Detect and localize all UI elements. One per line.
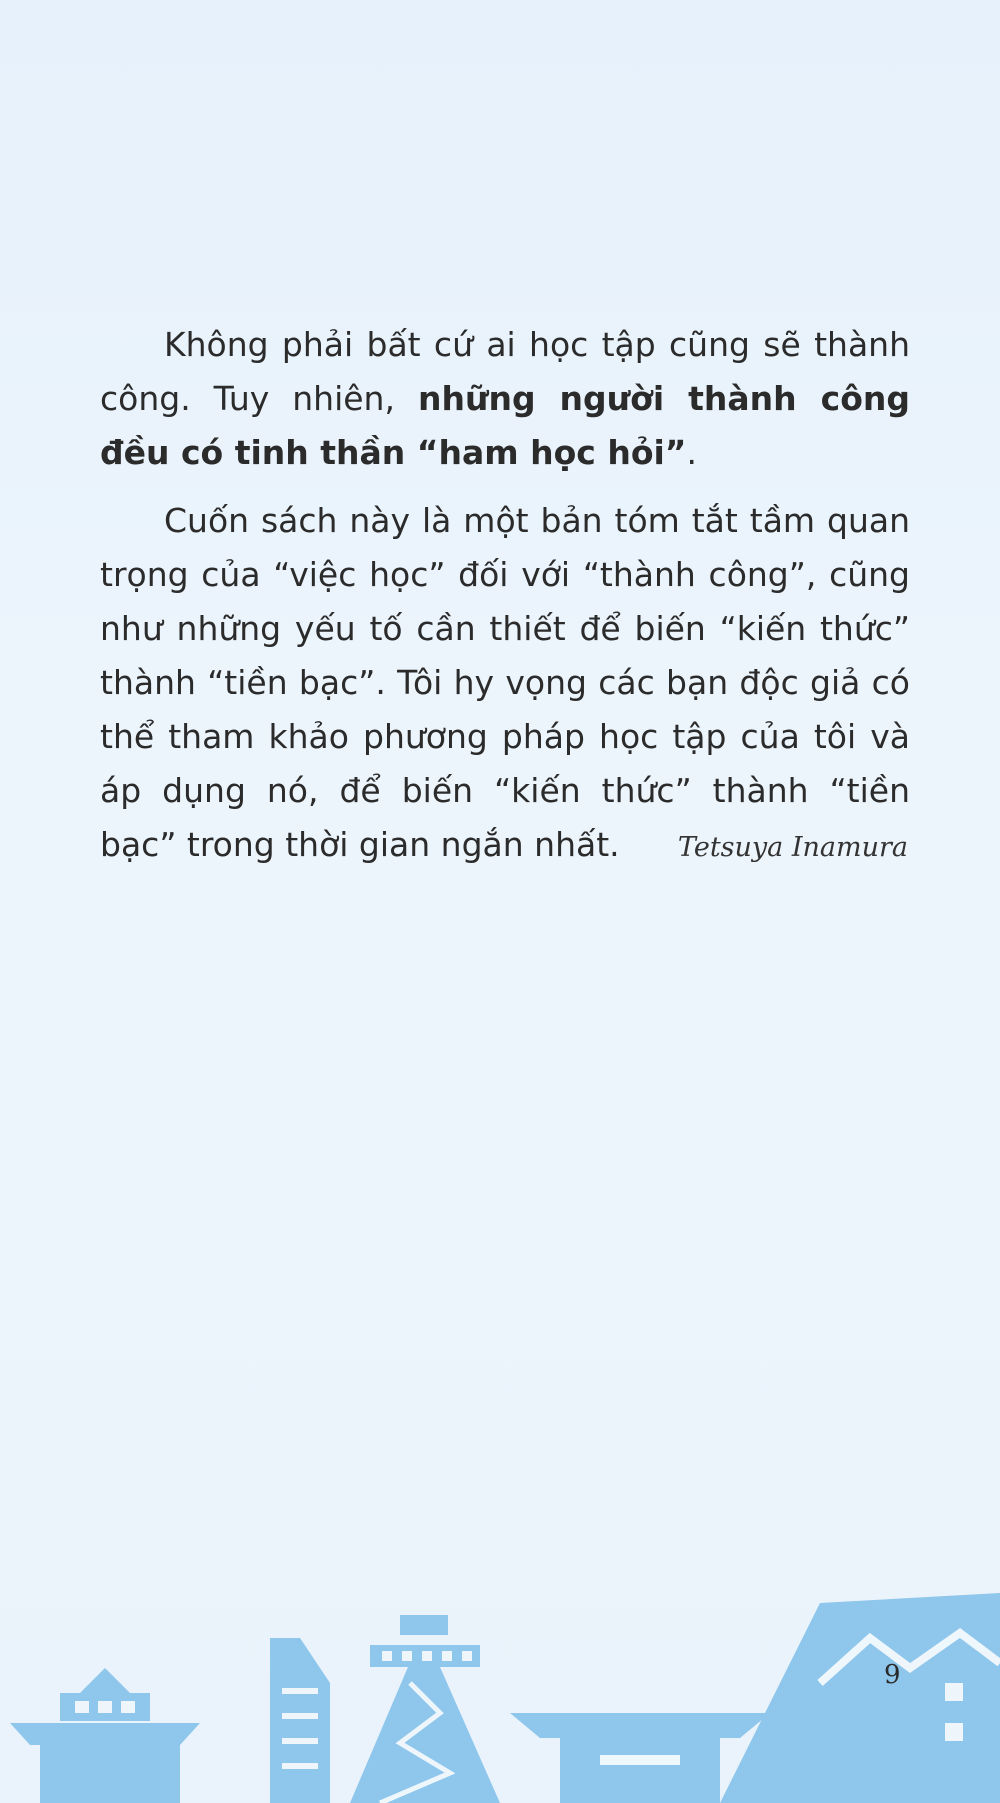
temple-roof xyxy=(510,1713,770,1738)
paragraph-purpose: Cuốn sách này là một bản tóm tắt tầm quan trọng của “việc học” đối với “thành công”, cũng như những yếu tố cần thiết để biến “kiến thức” thành “tiền bạc”. Tôi hy vọng các bạn độc giả có thể tham khảo phương pháp học tập của tôi và áp dụng nó, để biến “kiến thức” thành “tiền bạc” trong thời gian ngắn nhất. xyxy=(100,501,910,864)
author-signature: Tetsuya Inamura xyxy=(677,832,908,863)
city-skyline-illustration xyxy=(0,1383,1000,1803)
paragraph-intro-end: . xyxy=(686,433,697,472)
paragraph-intro xyxy=(100,318,910,480)
paragraph-intro-text: Không phải bất cứ ai học tập cũng sẽ thành công. Tuy nhiên, xyxy=(100,325,910,418)
pagoda-roof-top xyxy=(80,1668,130,1693)
tree-trunk xyxy=(836,1753,850,1803)
body-text xyxy=(100,318,910,872)
pagoda-body-lower xyxy=(40,1745,180,1803)
temple-body xyxy=(560,1738,720,1803)
right-building xyxy=(930,1663,1000,1803)
page-number: 9 xyxy=(884,1660,901,1690)
pagoda-roof-mid xyxy=(10,1723,200,1745)
tower-top-cap xyxy=(400,1615,448,1635)
paragraph-intro-emphasis: những người thành công đều có tinh thần “ham học hỏi” xyxy=(100,379,911,472)
tree-canopy xyxy=(813,1701,873,1761)
office-tower xyxy=(270,1638,330,1803)
